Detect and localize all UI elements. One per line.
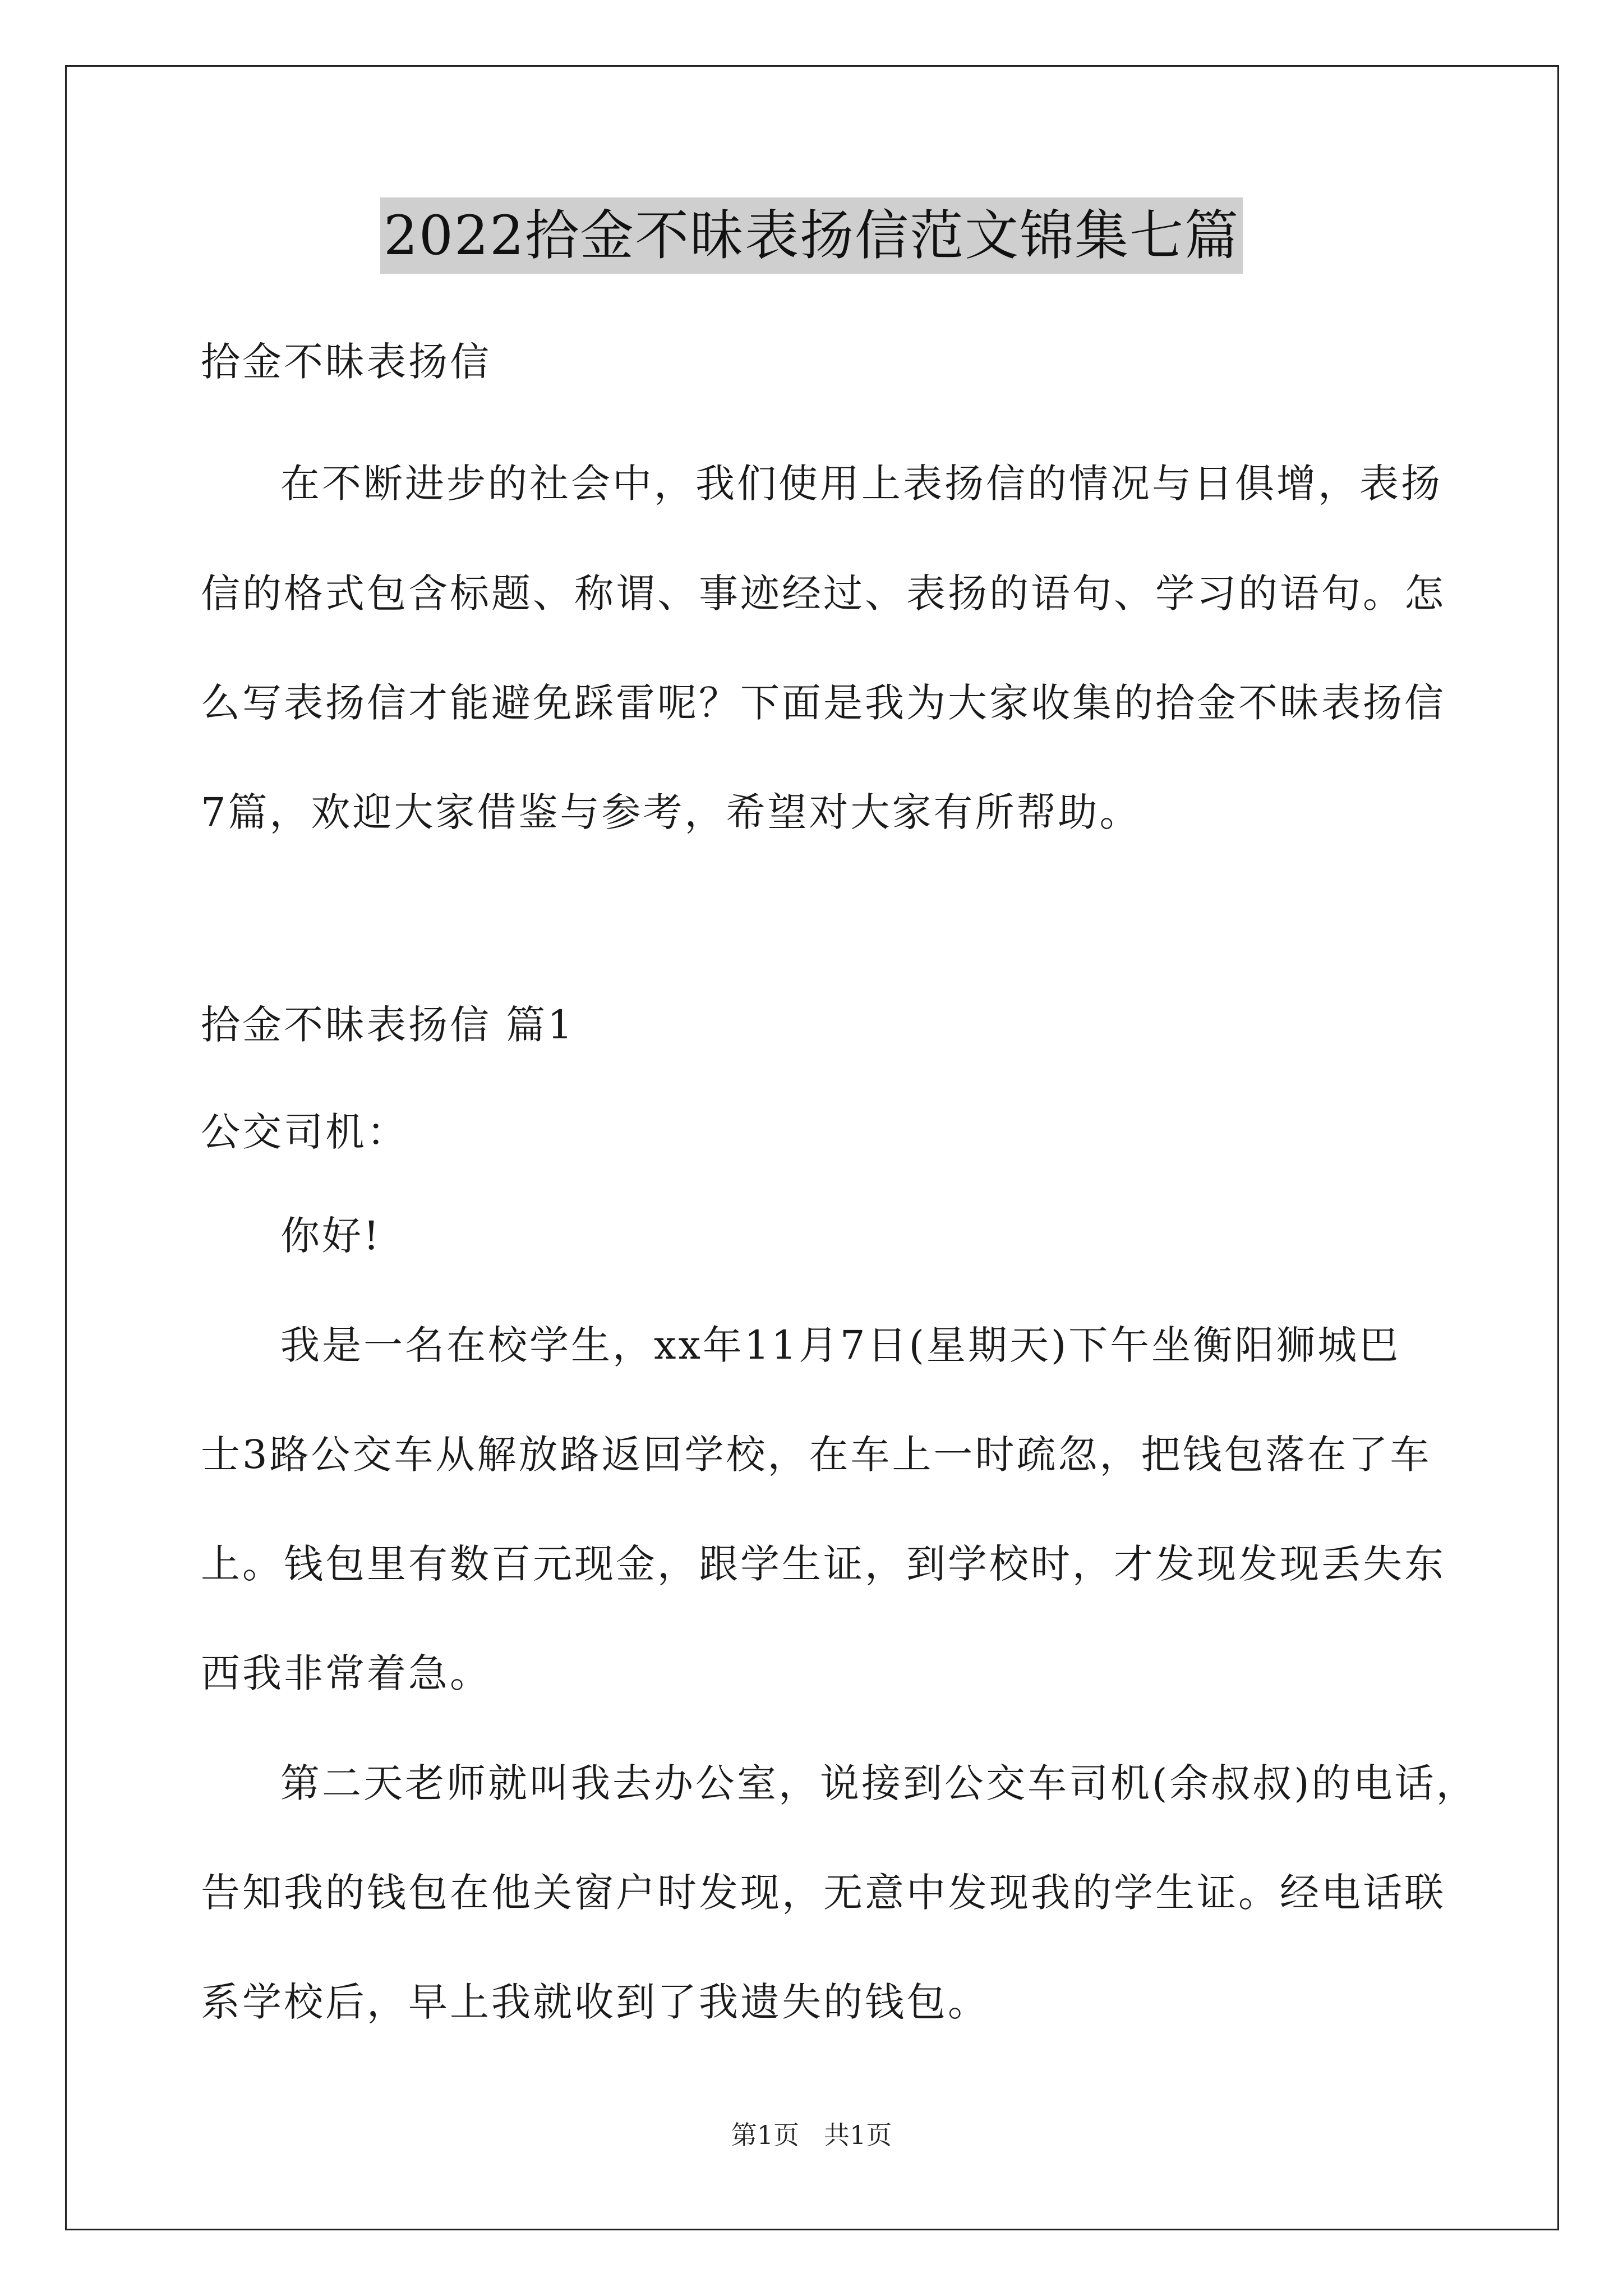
greeting: 你好! xyxy=(280,1213,382,1259)
section-heading: 拾金不昧表扬信 篇1 xyxy=(201,1002,575,1048)
page-footer xyxy=(0,2118,1623,2152)
salutation: 公交司机： xyxy=(201,1109,408,1155)
paragraph-line: 西我非常着急。 xyxy=(201,1650,491,1696)
paragraph-line: 信的格式包含标题、称谓、事迹经过、表扬的语句、学习的语句。怎 xyxy=(201,570,1446,616)
paragraph-line: 系学校后，早上我就收到了我遗失的钱包。 xyxy=(201,1979,989,2025)
paragraph-line: 么写表扬信才能避免踩雷呢？下面是我为大家收集的拾金不昧表扬信 xyxy=(201,680,1446,726)
title-container xyxy=(0,197,1623,274)
paragraph-line: 士3路公交车从解放路返回学校，在车上一时疏忽，把钱包落在了车 xyxy=(201,1432,1432,1478)
paragraph-line: 我是一名在校学生，xx年11月7日(星期天)下午坐衡阳狮城巴 xyxy=(280,1322,1401,1368)
paragraph-line: 7篇，欢迎大家借鉴与参考，希望对大家有所帮助。 xyxy=(201,789,1141,835)
document-title: 2022拾金不昧表扬信范文锦集七篇 xyxy=(380,197,1243,274)
paragraph-line: 上。钱包里有数百元现金，跟学生证，到学校时，才发现发现丢失东 xyxy=(201,1541,1446,1587)
page-total: 共1页 xyxy=(824,2120,892,2150)
section-heading: 拾金不昧表扬信 xyxy=(201,339,491,385)
paragraph-line: 告知我的钱包在他关窗户时发现，无意中发现我的学生证。经电话联 xyxy=(201,1870,1446,1916)
paragraph-line: 在不断进步的社会中，我们使用上表扬信的情况与日俱增，表扬 xyxy=(280,461,1442,507)
paragraph-line: 第二天老师就叫我去办公室，说接到公交车司机(余叔叔)的电话， xyxy=(280,1760,1478,1806)
page-number: 第1页 xyxy=(731,2120,799,2150)
